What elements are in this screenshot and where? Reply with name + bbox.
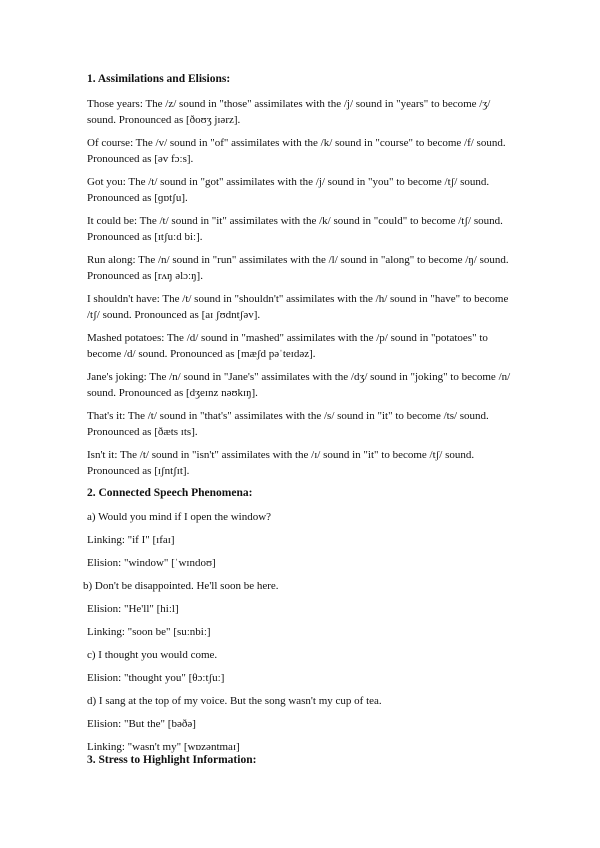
example-linking: Linking: "if I" [ɪfaɪ] [87,534,175,546]
example-sentence-d: d) I sang at the top of my voice. But the song wasn't my cup of tea. [87,695,382,707]
example-linking: Linking: "wasn't my" [wɒzəntmaɪ] [87,741,240,753]
example-elision: Elision: "window" [ˈwɪndoʊ] [87,557,216,569]
paragraph-i-shouldnt-have: I shouldn't have: The /t/ sound in "shouldn't" assimilates with the /h/ sound in "have" to become /tʃ/ sound. Pronounced as [aɪ ʃʊdntʃəv]. [87,293,509,321]
example-linking: Linking: "soon be" [suːnbiː] [87,626,211,638]
section-heading-connected-speech: 2. Connected Speech Phenomena: [87,487,253,499]
paragraph-got-you: Got you: The /t/ sound in "got" assimilates with the /j/ sound in "you" to become /tʃ/ sound. Pronounced as [ɡɒtʃu]. [87,176,490,204]
example-sentence-c: c) I thought you would come. [87,649,218,661]
example-sentence-a: a) Would you mind if I open the window? [87,511,272,523]
example-sentence-b: b) Don't be disappointed. He'll soon be here. [83,580,279,592]
paragraph-isnt-it: Isn't it: The /t/ sound in "isn't" assimilates with the /ɪ/ sound in "it" to become /tʃ/ sound. Pronounced as [ɪʃntʃɪt]. [87,449,475,477]
paragraph-mashed-potatoes: Mashed potatoes: The /d/ sound in "mashed" assimilates with the /p/ sound in "potatoes" to become /d/ sound. Pronounced as [mæʃd pəˈteɪdəz]. [87,332,488,360]
paragraph-it-could-be: It could be: The /t/ sound in "it" assimilates with the /k/ sound in "could" to become /tʃ/ sound. Pronounced as [ɪtʃuːd biː]. [87,215,503,243]
section-heading-stress: 3. Stress to Highlight Information: [87,754,257,766]
paragraph-janes-joking: Jane's joking: The /n/ sound in "Jane's" assimilates with the /dʒ/ sound in "joking" to become /n/ sound. Pronounced as [dʒeɪnz nəʊkɪŋ]. [87,371,511,399]
example-elision: Elision: "But the" [bəðə] [87,718,196,730]
paragraph-run-along: Run along: The /n/ sound in "run" assimilates with the /l/ sound in "along" to become /ŋ/ sound. Pronounced as [rʌŋ əlɔːŋ]. [87,254,509,282]
example-elision: Elision: "He'll" [hiːl] [87,603,179,615]
example-elision: Elision: "thought you" [θɔːtʃuː] [87,672,225,684]
paragraph-thats-it: That's it: The /t/ sound in "that's" assimilates with the /s/ sound in "it" to become /ts/ sound. Pronounced as [ðæts ɪts]. [87,410,489,438]
paragraph-of-course: Of course: The /v/ sound in "of" assimilates with the /k/ sound in "course" to become /f/ sound. Pronounced as [əv fɔːs]. [87,137,506,165]
section-heading-assimilations: 1. Assimilations and Elisions: [87,73,231,85]
paragraph-those-years: Those years: The /z/ sound in "those" assimilates with the /j/ sound in "years" to become /ʒ/ sound. Pronounced as [ðoʊʒ jɪərz]. [87,98,491,126]
